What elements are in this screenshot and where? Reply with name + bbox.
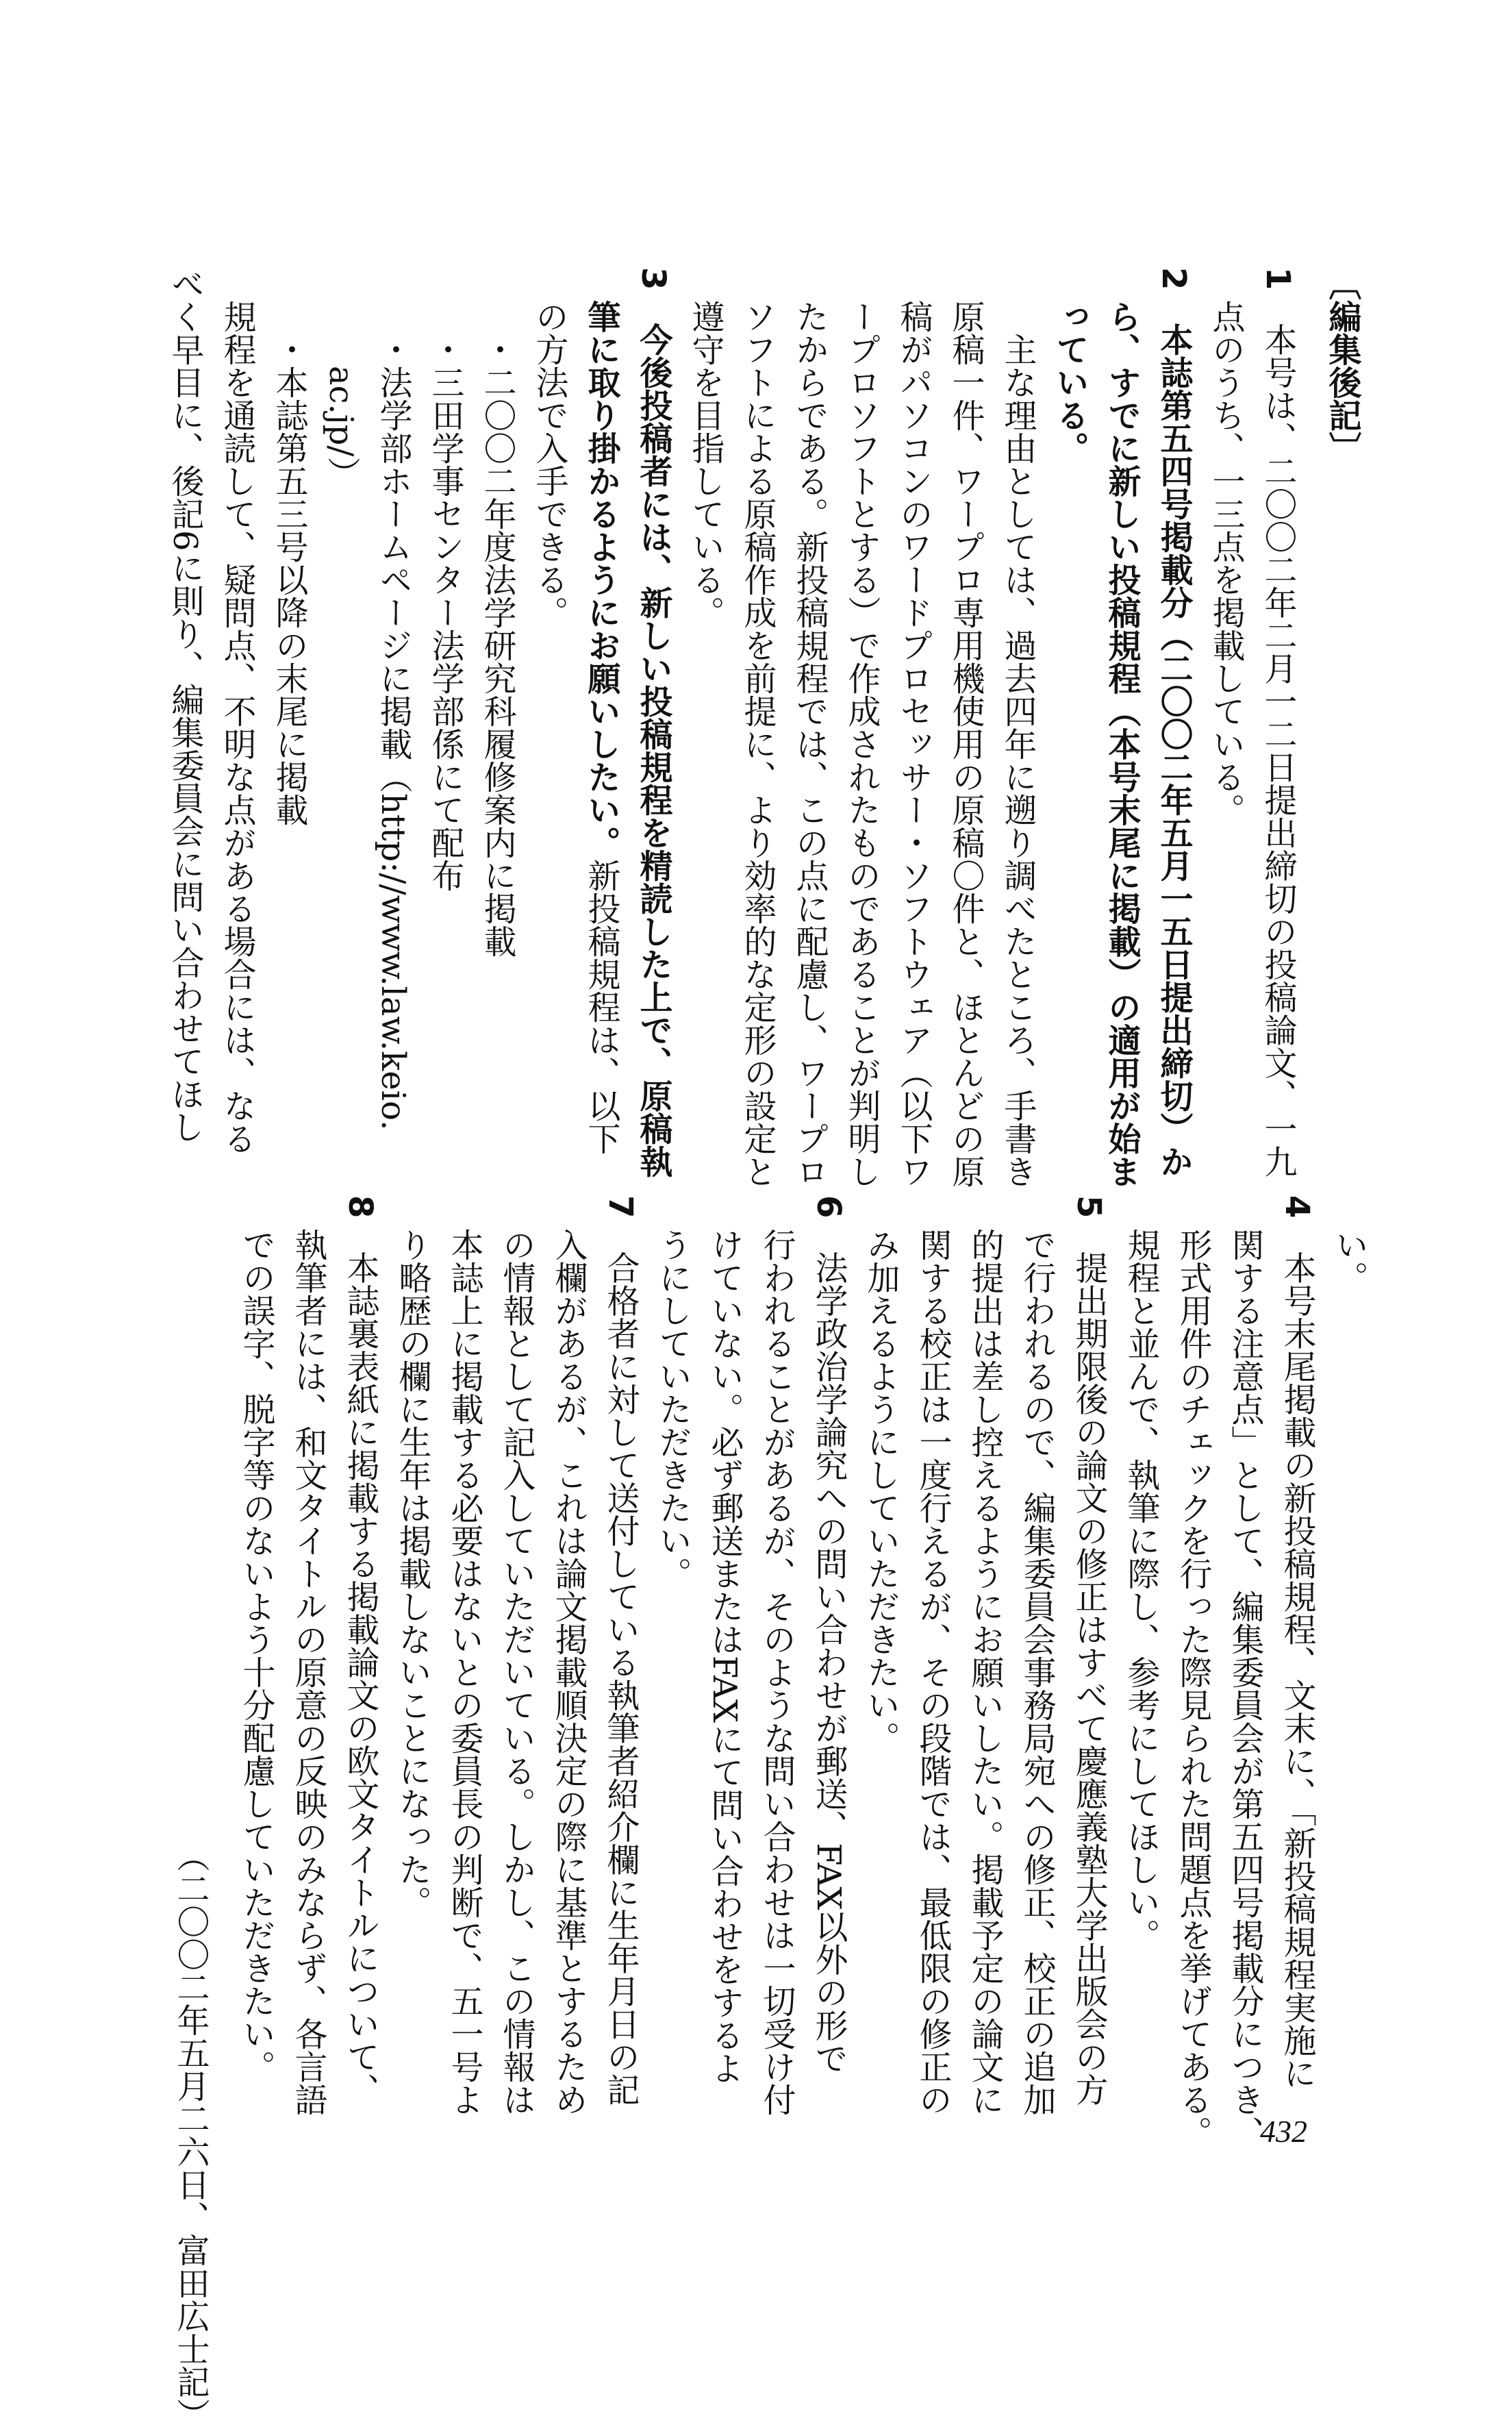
note-number: 3 — [634, 267, 672, 290]
note-7-line — [438, 1195, 490, 2116]
note-3-line — [575, 267, 627, 1188]
note-2-line — [783, 267, 835, 1188]
note-1-line — [1200, 267, 1252, 1188]
note-7-line — [594, 1195, 646, 2106]
note-3-line — [159, 267, 211, 1188]
note-text: 本誌上に掲載する必要はないとの委員長の判断で、五一号よ — [445, 1228, 483, 2116]
note-3-line — [627, 267, 679, 1188]
note-text: 本号は、二〇〇二年二月一二日提出締切の投稿論文、一九 — [1259, 323, 1297, 1178]
note-3-bullet — [419, 267, 471, 1188]
page-number: 432 — [1260, 2114, 1307, 2149]
note-6-line — [698, 1195, 751, 2099]
note-text: 提出期限後の論文の修正はすべて慶應義塾大学出版会の方 — [1070, 1251, 1108, 2106]
note-text: 行われることがあるが、そのような問い合わせは一切受け付 — [757, 1228, 796, 2116]
note-2-line — [887, 267, 940, 1188]
note-2-line — [731, 267, 783, 1188]
top-text-block — [156, 267, 1368, 1188]
note-3-bullet — [315, 267, 367, 1188]
note-text: み加えるようにしていただきたい。 — [861, 1228, 900, 1754]
note-text: 本誌裏表紙に掲載する掲載論文の欧文タイトルについて、 — [341, 1251, 379, 2106]
note-5-line — [1063, 1195, 1115, 2106]
note-6-line — [803, 1195, 855, 2099]
note-3-line — [1323, 1195, 1375, 2099]
note-2-line — [1148, 267, 1200, 1188]
note-5-line — [907, 1195, 959, 2116]
note-text: 稿がパソコンのワードプロセッサー・ソフトウェア（以下ワ — [894, 300, 933, 1188]
note-2-line — [1044, 267, 1096, 1188]
note-number: 4 — [1278, 1195, 1316, 1219]
note-4-line — [1219, 1195, 1271, 2149]
note-2-line — [1096, 267, 1148, 1188]
note-text: 規程と並んで、執筆に際し、参考にしてほしい。 — [1122, 1228, 1160, 1952]
note-3-line — [211, 267, 263, 1188]
note-number: 6 — [809, 1195, 848, 1219]
note-text: 的提出は差し控えるようにお願いしたい。掲載予定の論文に — [966, 1228, 1004, 2116]
note-text: での誤字、脱字等のないよう十分配慮していただきたい。 — [237, 1228, 275, 2083]
note-number: 5 — [1070, 1195, 1108, 1219]
note-text: で行われるので、編集委員会事務局宛への修正、校正の追加 — [1018, 1228, 1056, 2116]
note-text: たからである。新投稿規程では、この点に配慮し、ワープロ — [790, 300, 829, 1188]
note-text: ・本誌第五三号以降の末尾に掲載 — [270, 333, 308, 826]
note-number: 2 — [1155, 267, 1193, 290]
note-text: ・三田学事センター法学部係にて配布 — [426, 333, 464, 892]
note-text: の情報として記入していただいている。しかし、この情報は — [497, 1228, 536, 2116]
note-4-line — [1271, 1195, 1323, 2099]
note-text: 合格者に対して送付している執筆者紹介欄に生年月日の記 — [601, 1251, 640, 2106]
note-text: ・法学部ホームページに掲載（http://www.law.keio. — [374, 333, 412, 1131]
note-text: 新投稿規程は、以下 — [582, 859, 620, 1155]
note-number: 7 — [601, 1195, 640, 1219]
note-8-line — [334, 1195, 386, 2106]
note-text: ープロソフトとする）で作成されたものであることが判明し — [842, 300, 881, 1188]
note-number: 1 — [1259, 267, 1297, 290]
note-3-bullet — [367, 267, 419, 1188]
note-text: ac.jp/） — [322, 366, 360, 490]
note-5-line — [1011, 1195, 1063, 2116]
note-text: 本号末尾掲載の新投稿規程、文末に、「新投稿規程実施に — [1278, 1251, 1316, 2090]
note-text: 主な理由としては、過去四年に遡り調べたところ、手書き — [998, 333, 1037, 1188]
note-text: 形式用件のチェックを行った際見られた問題点を挙げてある。 — [1174, 1228, 1212, 2149]
note-3-bullet — [263, 267, 315, 1188]
note-2-line — [679, 267, 731, 1188]
note-5-line — [855, 1195, 907, 2099]
signature: （二〇〇二年五月二六日、富田広士記） — [171, 1839, 210, 2431]
note-text: 規程を通読して、疑問点、不明な点がある場合には、なる — [218, 300, 256, 1155]
note-text: ・二〇〇二年度法学研究科履修案内に掲載 — [478, 333, 516, 958]
note-text: ら、すでに新しい投稿規程（本号末尾に掲載）の適用が始ま — [1102, 300, 1141, 1188]
note-number: 8 — [341, 1195, 379, 1219]
note-text: 執筆者には、和文タイトルの原意の反映のみならず、各言語 — [289, 1228, 327, 2116]
note-3-line — [523, 267, 575, 1188]
note-4-line — [1115, 1195, 1167, 2099]
note-text: うにしていただきたい。 — [653, 1228, 692, 1590]
note-7-line — [542, 1195, 594, 2116]
note-1-line — [1252, 267, 1304, 1188]
note-5-line — [959, 1195, 1011, 2116]
note-text: ソフトによる原稿作成を前提に、より効率的な定形の設定と — [738, 300, 777, 1188]
note-text: の方法で入手できる。 — [530, 300, 568, 629]
note-2-line — [940, 267, 992, 1188]
note-3-bullet — [471, 267, 523, 1188]
notes-title: 〔編集後記〕 — [1323, 267, 1361, 464]
note-text: い。 — [1330, 1228, 1368, 1294]
note-text: 関する校正は一度行えるが、その段階では、最低限の修正の — [914, 1228, 952, 2116]
note-6-line — [646, 1195, 698, 2099]
note-text: り略歴の欄に生年は掲載しないことになった。 — [393, 1228, 431, 1919]
note-text: べく早目に、後記6に則り、編集委員会に問い合わせてほし — [166, 267, 204, 1143]
note-2-line — [835, 267, 887, 1188]
note-text: っている。 — [1050, 300, 1089, 464]
note-7-line — [386, 1195, 438, 2099]
note-text: 今後投稿者には、新しい投稿規程を精読した上で、原稿執 — [634, 323, 672, 1178]
note-text: 法学政治学論究への問い合わせが郵送、FAX以外の形で — [809, 1251, 848, 2075]
note-text: 原稿一件、ワープロ専用機使用の原稿〇件と、ほとんどの原 — [946, 300, 985, 1188]
note-text: 筆に取り掛かるようにお願いしたい。 — [582, 300, 620, 859]
note-text: 本誌第五四号掲載分（二〇〇二年五月一五日提出締切）か — [1155, 323, 1193, 1178]
note-7-line — [490, 1195, 542, 2116]
note-text: 関する注意点」として、編集委員会が第五四号掲載分につき、 — [1226, 1228, 1264, 2149]
note-8-line — [282, 1195, 334, 2116]
note-text: 点のうち、一三点を掲載している。 — [1207, 300, 1245, 826]
note-2-line — [992, 267, 1044, 1188]
note-8-line — [230, 1195, 282, 2099]
note-text: 入欄があるが、これは論文掲載順決定の際に基準とするため — [549, 1228, 588, 2116]
note-text: けていない。必ず郵送またはFAXにて問い合わせをするよ — [705, 1228, 744, 2084]
note-4-line — [1167, 1195, 1219, 2149]
note-6-line — [751, 1195, 803, 2116]
note-text: 遵守を目指している。 — [686, 300, 724, 629]
